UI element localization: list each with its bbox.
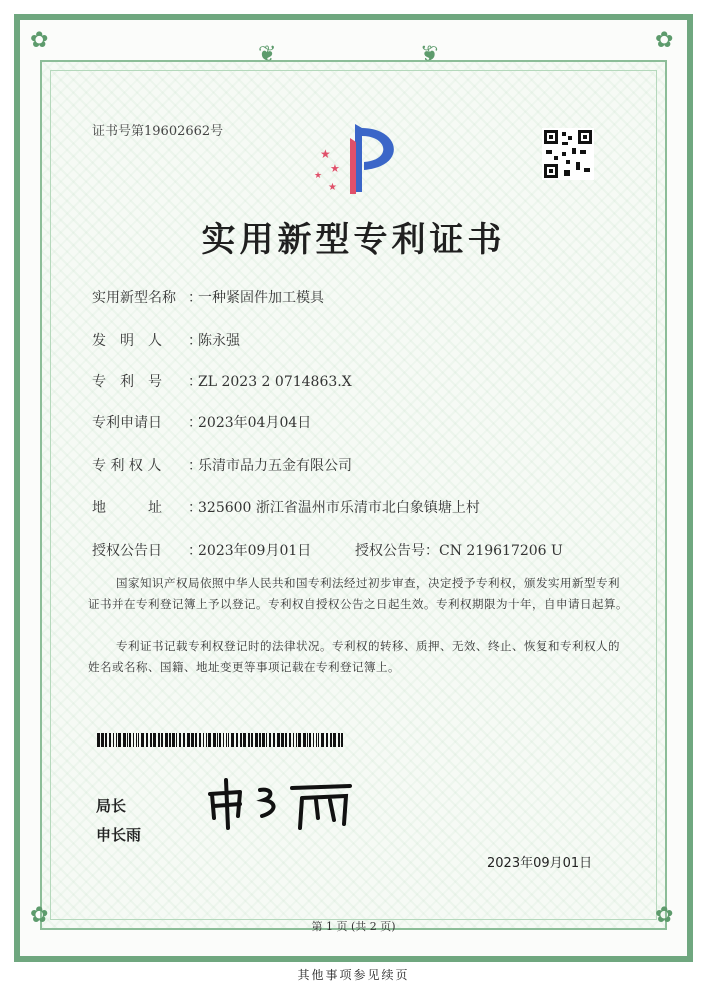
field-patentee: 专 利 权 人 ：乐清市品力五金有限公司 (92, 455, 352, 475)
field-value: 陈永强 (198, 333, 240, 349)
field-grant-date: 授权公告日 ：2023年09月01日 (92, 540, 311, 560)
field-value: CN 219617206 U (439, 543, 563, 559)
qr-code-icon (542, 128, 594, 180)
svg-text:★: ★ (328, 182, 337, 193)
top-ornament: ❦ (258, 42, 277, 67)
field-value: 乐清市品力五金有限公司 (198, 458, 352, 474)
corner-ornament-tl: ✿ (30, 28, 49, 53)
field-value: 325600 浙江省温州市乐清市北白象镇塘上村 (198, 500, 480, 516)
field-label: 专利申请日 (92, 415, 162, 431)
corner-ornament-br: ✿ (655, 903, 674, 928)
svg-text:★: ★ (320, 147, 331, 161)
svg-text:★: ★ (330, 162, 340, 175)
statement-paragraph-2: 专利证书记载专利权登记时的法律状况。专利权的转移、质押、无效、终止、恢复和专利权人的姓名或名称、国籍、地址变更等事项记载在专利登记簿上。 (88, 639, 620, 674)
field-label: 授权公告日 (92, 543, 162, 559)
sign-date: 2023年09月01日 (487, 856, 593, 871)
director-name: 申长雨 (96, 826, 142, 844)
statement-paragraph-1: 国家知识产权局依照中华人民共和国专利法经过初步审查，决定授予专利权，颁发实用新型专利证书并在专利登记簿上予以登记。专利权自授权公告之日起生效。专利权期限为十年，自申请日起算。 (88, 576, 628, 611)
field-label: 授权公告号： (355, 543, 439, 559)
field-label: 专 利 号 (92, 374, 162, 390)
corner-ornament-bl: ✿ (30, 903, 49, 928)
certificate-title: 实用新型专利证书 (201, 220, 506, 260)
corner-ornament-tr: ✿ (655, 28, 674, 53)
field-inventor: 发 明 人 ：陈永强 (92, 330, 240, 350)
field-label: 发 明 人 (92, 333, 162, 349)
field-name: 实用新型名称 ：一种紧固件加工模具 (92, 287, 324, 307)
cnipa-logo-icon (300, 118, 410, 198)
field-label: 专 利 权 人 (92, 458, 162, 474)
field-value: 一种紧固件加工模具 (198, 290, 324, 306)
top-ornament-right: ❦ (420, 42, 439, 67)
director-signature-icon (200, 772, 380, 832)
field-application-date: 专利申请日 ：2023年04月04日 (92, 412, 311, 432)
field-value: 2023年09月01日 (198, 543, 312, 559)
field-publication-number (355, 540, 563, 560)
certificate-number: 证书号第19602662号 (92, 124, 224, 139)
field-patent-number: 专 利 号 ：ZL 2023 2 0714863.X (92, 371, 352, 391)
field-address: 地 址 ：325600 浙江省温州市乐清市北白象镇塘上村 (92, 497, 480, 517)
field-value: ZL 2023 2 0714863.X (198, 374, 352, 390)
director-title: 局长 (96, 797, 127, 815)
barcode-icon (97, 733, 347, 747)
field-label: 地 址 (92, 500, 162, 516)
page-number: 第 1 页 (共 2 页) (311, 920, 396, 933)
footer-note: 其他事项参见续页 (297, 968, 410, 982)
field-value: 2023年04月04日 (198, 415, 312, 431)
field-label: 实用新型名称 (92, 290, 176, 306)
svg-text:★: ★ (314, 171, 323, 181)
